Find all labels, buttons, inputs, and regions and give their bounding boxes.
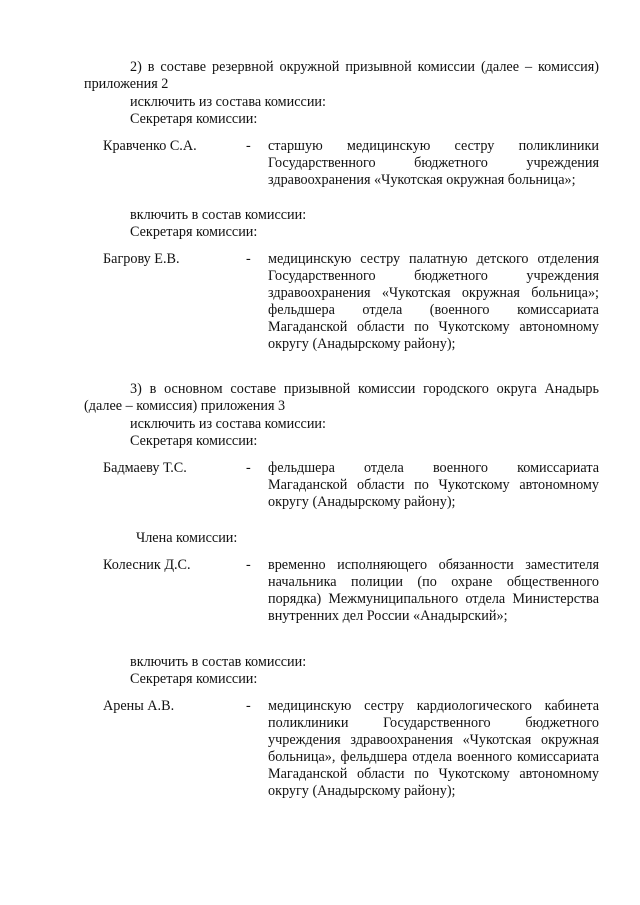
section-2-exclude-role: Секретаря комиссии: [130,111,258,127]
section-3-exclude-role: Секретаря комиссии: [130,433,258,449]
dash-separator: - [246,557,251,573]
section-2-exclude-label: исключить из состава комиссии: [130,94,326,110]
dash-separator: - [246,460,251,476]
dash-separator: - [246,138,251,154]
section-3-intro: 3) в основном составе призывной комиссии городского округа Анадырь (далее – комиссия) приложения 3 [84,381,599,414]
section-3-exclude-role-2: Члена комиссии: [136,530,238,546]
section-2-include-label: включить в состав комиссии: [130,207,307,223]
dash-separator: - [246,698,251,714]
member-name: Кравченко С.А. [103,138,197,154]
member-description: медицинскую сестру палатную детского отделения Государственного бюджетного учреждения здравоохранения «Чукотская окружная больница»; фельдшера отдела (военного комиссариата Магаданской области по Чукотскому автономному округу (Анадырскому району); [268,251,599,352]
member-description: фельдшера отдела военного комиссариата Магаданской области по Чукотскому автономному округу (Анадырскому району); [268,460,599,510]
member-name: Багрову Е.В. [103,251,180,267]
member-description: старшую медицинскую сестру поликлиники Государственного бюджетного учреждения здравоохранения «Чукотская окружная больница»; [268,138,599,188]
section-3-include-role: Секретаря комиссии: [130,671,258,687]
section-3-exclude-label: исключить из состава комиссии: [130,416,326,432]
member-name: Колесник Д.С. [103,557,191,573]
member-description: медицинскую сестру кардиологического кабинета поликлиники Государственного бюджетного учреждения здравоохранения «Чукотская окружная больница», фельдшера отдела военного комиссариата Магаданской области по Чукотскому автономному округу (Анадырскому району); [268,698,599,799]
section-2-include-role: Секретаря комиссии: [130,224,258,240]
member-name: Арены А.В. [103,698,175,714]
member-description: временно исполняющего обязанности заместителя начальника полиции (по охране общественного порядка) Межмуниципального отдела Министерства внутренних дел России «Анадырский»; [268,557,599,624]
member-name: Бадмаеву Т.С. [103,460,187,476]
dash-separator: - [246,251,251,267]
section-3-include-label: включить в состав комиссии: [130,654,307,670]
section-2-intro: 2) в составе резервной окружной призывной комиссии (далее – комиссия) приложения 2 [84,59,599,92]
